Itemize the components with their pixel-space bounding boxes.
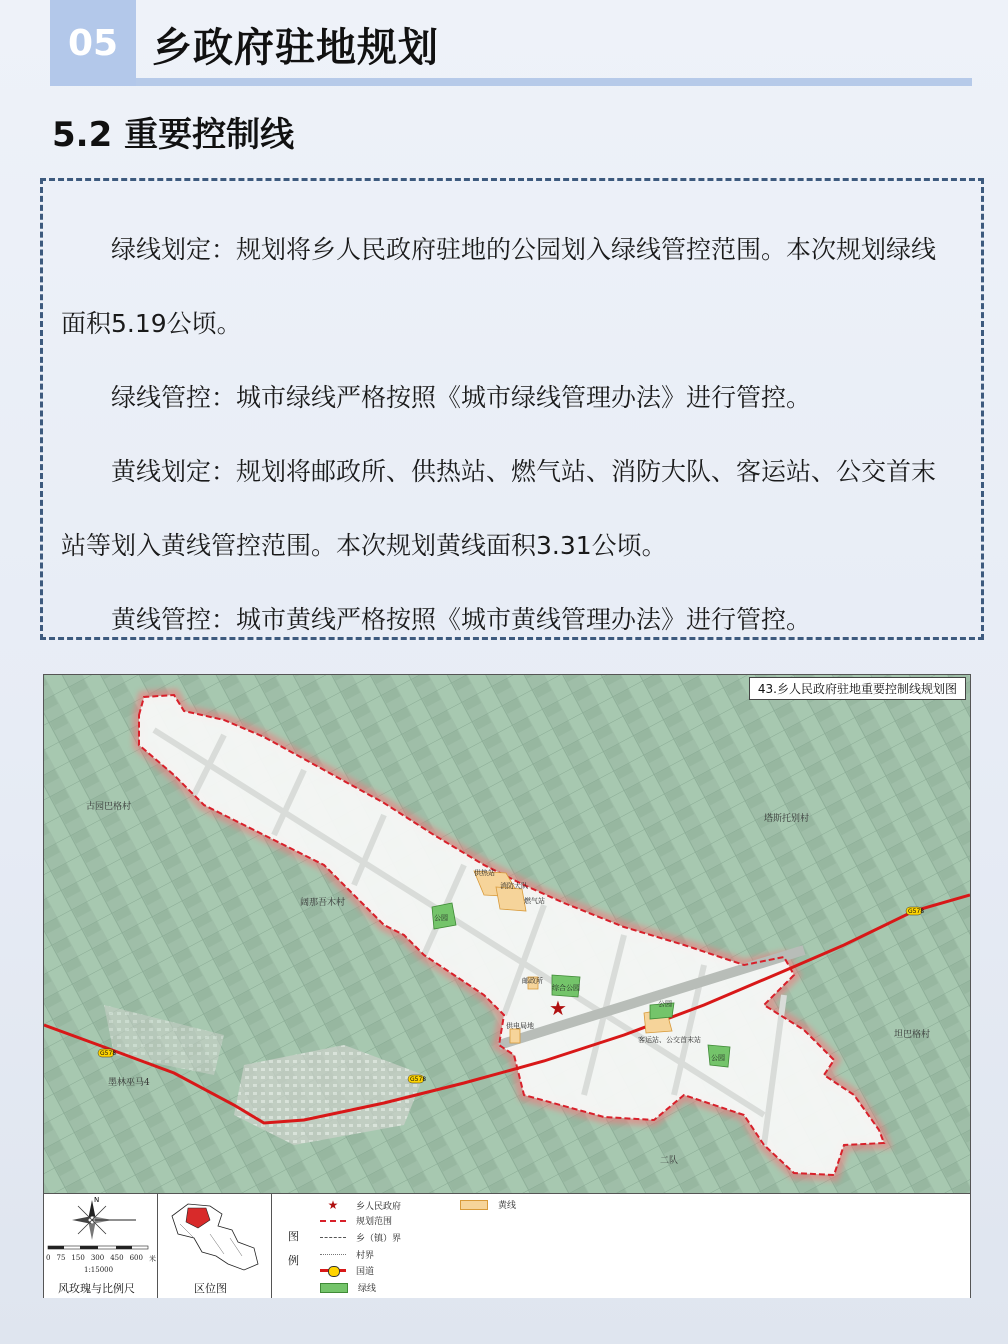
label-fire: 消防大队: [500, 882, 528, 890]
label-heating: 供热站: [474, 869, 495, 877]
dash-dot-icon: [320, 1237, 346, 1238]
paragraph-green-line-control: 绿线管控：城市绿线严格按照《城市绿线管理办法》进行管控。: [111, 383, 812, 412]
chapter-number: 05: [50, 0, 136, 86]
label-gas: 燃气站: [524, 897, 545, 905]
road-tag-2: G578: [410, 1076, 427, 1083]
label-village-s: 二队: [660, 1156, 679, 1166]
road-tag-1: G578: [100, 1050, 117, 1057]
map-image: [44, 675, 970, 1193]
planning-map: [43, 674, 971, 1298]
header-underline: [136, 78, 972, 86]
yellow-box-icon: [460, 1200, 488, 1210]
scale-unit: 米: [148, 1255, 156, 1263]
paragraph-green-line-definition: 绿线划定：规划将乡人民政府驻地的公园划入绿线管控范围。本次规划绿线面积5.19公顷。: [61, 235, 937, 338]
legend-items-panel: [316, 1194, 970, 1298]
legend-item-township-border: 乡（镇）界: [320, 1231, 401, 1244]
scale-tick: 150: [71, 1254, 85, 1262]
label-park-3: 公园: [711, 1054, 725, 1062]
label-park-1: 公园: [434, 914, 448, 922]
legend-title-1: 图: [288, 1230, 299, 1243]
chapter-title: 乡政府驻地规划: [152, 25, 439, 71]
scale-tick: 450: [110, 1254, 124, 1262]
location-caption: 区位图: [194, 1282, 227, 1295]
map-title: 43.乡人民政府驻地重要控制线规划图: [749, 677, 966, 700]
legend-item-boundary: 规划范围: [320, 1214, 392, 1227]
government-star-icon: ★: [549, 996, 567, 1020]
location-panel: [158, 1194, 272, 1298]
label-park-central: 综合公园: [552, 984, 580, 992]
scale-tick: 300: [90, 1254, 105, 1262]
scale-ticks: [46, 1254, 156, 1264]
label-post: 邮政所: [522, 977, 543, 985]
legend-band: [44, 1193, 970, 1298]
scale-ratio: 1:15000: [84, 1266, 114, 1274]
legend-item-government: ★ 乡人民政府: [320, 1198, 401, 1212]
label-village-sw: 墨林巫马4: [108, 1078, 150, 1088]
legend-item-village-border: 村界: [320, 1248, 374, 1261]
legend-title-2: 例: [288, 1254, 299, 1267]
legend-item-green-line: 绿线: [320, 1281, 376, 1294]
label-village-e: 坦巴格村: [894, 1030, 931, 1040]
legend-item-national-road: 国道: [320, 1264, 374, 1277]
text-panel: [40, 178, 984, 640]
label-village-center: 阔那吾木村: [300, 898, 346, 908]
legend-title-panel: [272, 1194, 316, 1298]
scale-tick: 600: [129, 1254, 143, 1262]
map-svg: [44, 675, 970, 1193]
green-box-icon: [320, 1283, 348, 1293]
scale-tick: 75: [56, 1254, 66, 1262]
label-station: 客运站、公交首末站: [638, 1036, 701, 1044]
paragraph-yellow-line-control: 黄线管控：城市黄线严格按照《城市黄线管理办法》进行管控。: [111, 605, 812, 634]
compass-north-letter: N: [94, 1196, 100, 1204]
red-dash-icon: [320, 1220, 346, 1222]
road-icon: [320, 1269, 346, 1272]
compass-caption: 风玫瑰与比例尺: [58, 1282, 135, 1295]
compass-scale-panel: [44, 1194, 158, 1298]
legend-item-yellow-line: 黄线: [460, 1198, 516, 1211]
label-village-ne: 塔斯托别村: [764, 814, 810, 824]
scale-tick: 0: [46, 1254, 51, 1262]
label-park-2: 公园: [658, 1000, 672, 1008]
paragraph-yellow-line-definition: 黄线划定：规划将邮政所、供热站、燃气站、消防大队、客运站、公交首末站等划入黄线管控范围。本次规划黄线面积3.31公顷。: [61, 457, 937, 560]
road-tag-3: G578: [908, 908, 925, 915]
location-map-icon: [158, 1194, 270, 1276]
section-title: 5.2 重要控制线: [52, 115, 295, 155]
thin-dash-icon: [320, 1254, 346, 1255]
star-icon: ★: [327, 1198, 339, 1212]
label-other: 供电局地: [506, 1022, 534, 1030]
label-village-nw: 古园巴格村: [86, 802, 132, 812]
